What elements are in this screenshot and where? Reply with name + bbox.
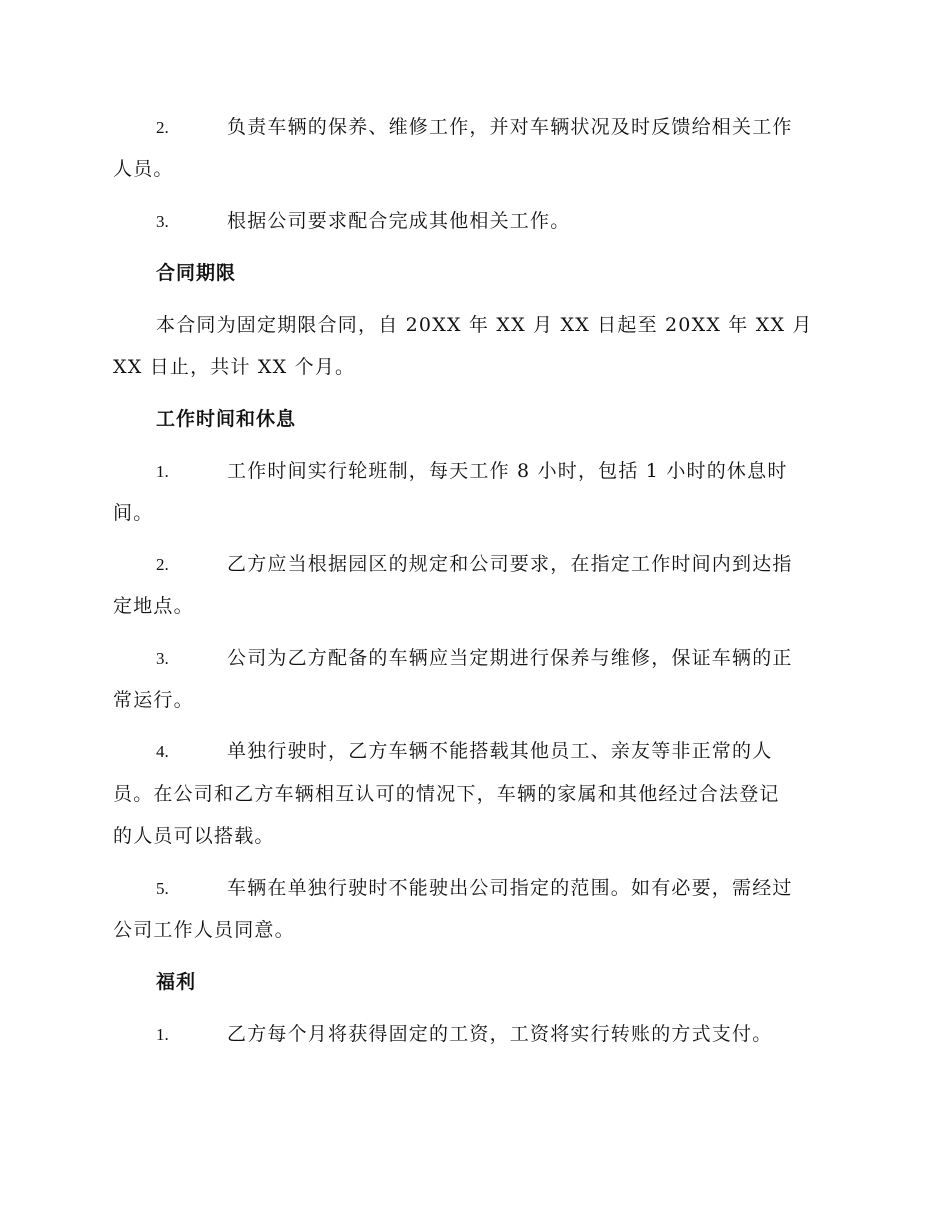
paragraph-continuation: XX 日止，共计 XX 个月。 (113, 356, 356, 378)
list-item-text: 乙方每个月将获得固定的工资，工资将实行转账的方式支付。 (227, 1023, 773, 1045)
list-item-text: 负责车辆的保养、维修工作，并对车辆状况及时反馈给相关工作 (227, 116, 793, 138)
list-item-text: 根据公司要求配合完成其他相关工作。 (227, 210, 571, 232)
list-item-continuation: 的人员可以搭载。 (113, 825, 275, 847)
list-number: 3. (156, 649, 169, 668)
list-item-continuation: 间。 (113, 502, 154, 524)
list-number: 2. (156, 555, 169, 574)
list-number: 1. (156, 462, 169, 481)
list-item-text: 车辆在单独行驶时不能驶出公司指定的范围。如有必要，需经过 (227, 877, 793, 899)
section-heading-benefits: 福利 (156, 971, 197, 993)
list-item-text: 单独行驶时，乙方车辆不能搭载其他员工、亲友等非正常的人 (227, 740, 773, 762)
list-item-text: 乙方应当根据园区的规定和公司要求，在指定工作时间内到达指 (227, 553, 793, 575)
list-item-text: 工作时间实行轮班制，每天工作 8 小时，包括 1 小时的休息时 (227, 460, 788, 482)
list-number: 4. (156, 742, 169, 761)
list-item-continuation: 常运行。 (113, 689, 194, 711)
list-item-continuation: 公司工作人员同意。 (113, 919, 295, 941)
paragraph-text: 本合同为固定期限合同，自 20XX 年 XX 月 XX 日起至 20XX 年 XX 月 (156, 314, 813, 336)
list-number: 2. (156, 118, 169, 137)
list-number: 1. (156, 1025, 169, 1044)
list-number: 3. (156, 212, 169, 231)
list-number: 5. (156, 879, 169, 898)
section-heading-work-hours: 工作时间和休息 (156, 408, 297, 430)
section-heading-contract-term: 合同期限 (156, 262, 237, 284)
list-item-continuation: 人员。 (113, 158, 174, 180)
list-item-text: 公司为乙方配备的车辆应当定期进行保养与维修，保证车辆的正 (227, 647, 793, 669)
list-item-continuation: 员。在公司和乙方车辆相互认可的情况下，车辆的家属和其他经过合法登记 (113, 783, 780, 805)
list-item-continuation: 定地点。 (113, 595, 194, 617)
